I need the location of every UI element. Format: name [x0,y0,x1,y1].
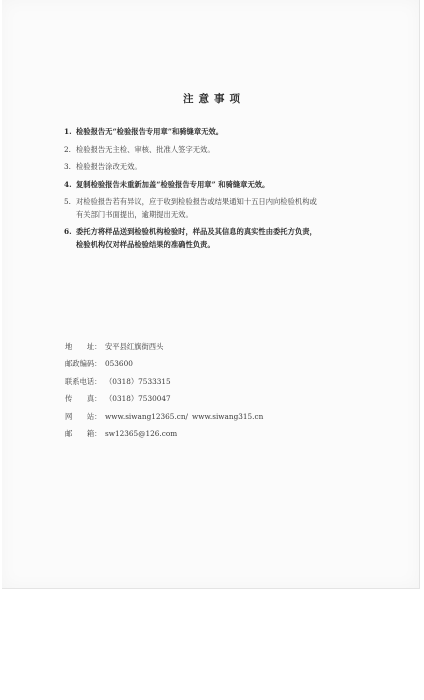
notice-number: 1. [64,127,72,136]
contact-website [65,412,365,422]
email-link[interactable]: sw12365@126.com [105,428,178,438]
notice-number: 4. [64,179,72,189]
contact-label: 邮政编码： [65,359,102,369]
notice-item [64,196,364,221]
notice-text: 检验报告涂改无效。 [76,162,142,171]
contact-postcode [65,359,365,369]
contact-value: 053600 [105,359,133,369]
contact-info [65,342,365,446]
notice-number: 5. [64,197,71,206]
contact-phone [65,377,365,387]
contact-address [65,342,365,352]
notice-item [64,161,364,174]
contact-value: （0318）7530047 [105,394,171,404]
contact-fax [65,394,365,404]
notice-number: 3. [64,162,71,171]
notice-list [64,126,364,256]
notice-item [64,144,364,157]
document-page [2,0,420,589]
contact-value: 安平县红旗街西头 [105,342,164,351]
notice-item [64,226,364,251]
contact-label: 传 真： [65,394,102,404]
contact-label: 联系电话： [65,376,102,386]
website-link[interactable]: www.siwang315.cn [192,411,264,421]
notice-text: 检验报告无“检验报告专用章”和骑缝章无效。 [76,127,224,136]
contact-value: （0318）7533315 [105,376,171,386]
contact-label: 邮 箱： [65,428,102,438]
notice-text: 委托方将样品送到检验机构检验时，样品及其信息的真实性由委托方负责， [76,227,317,236]
notice-number: 2. [64,144,71,154]
notice-text: 对检验报告若有异议，应于收到检验报告或结果通知十五日内向检验机构或 [76,197,317,206]
notice-text: 有关部门书面提出，逾期提出无效。 [76,209,193,219]
notice-text: 检验机构仅对样品检验结果的准确性负责。 [76,239,215,249]
notice-item [64,126,364,139]
contact-label: 网 站： [65,411,102,421]
notice-text: 检验报告无主检、审核、批准人签字无效。 [76,144,215,154]
notice-number: 6. [64,227,72,236]
notice-item [64,179,364,192]
contact-email [65,429,365,439]
website-link[interactable]: www.siwang12365.cn/ [105,411,189,421]
notice-text: 复制检验报告未重新加盖“检验报告专用章” 和骑缝章无效。 [76,179,270,189]
contact-label: 地 址： [65,342,102,351]
page-title: 注意事项 [183,93,245,105]
